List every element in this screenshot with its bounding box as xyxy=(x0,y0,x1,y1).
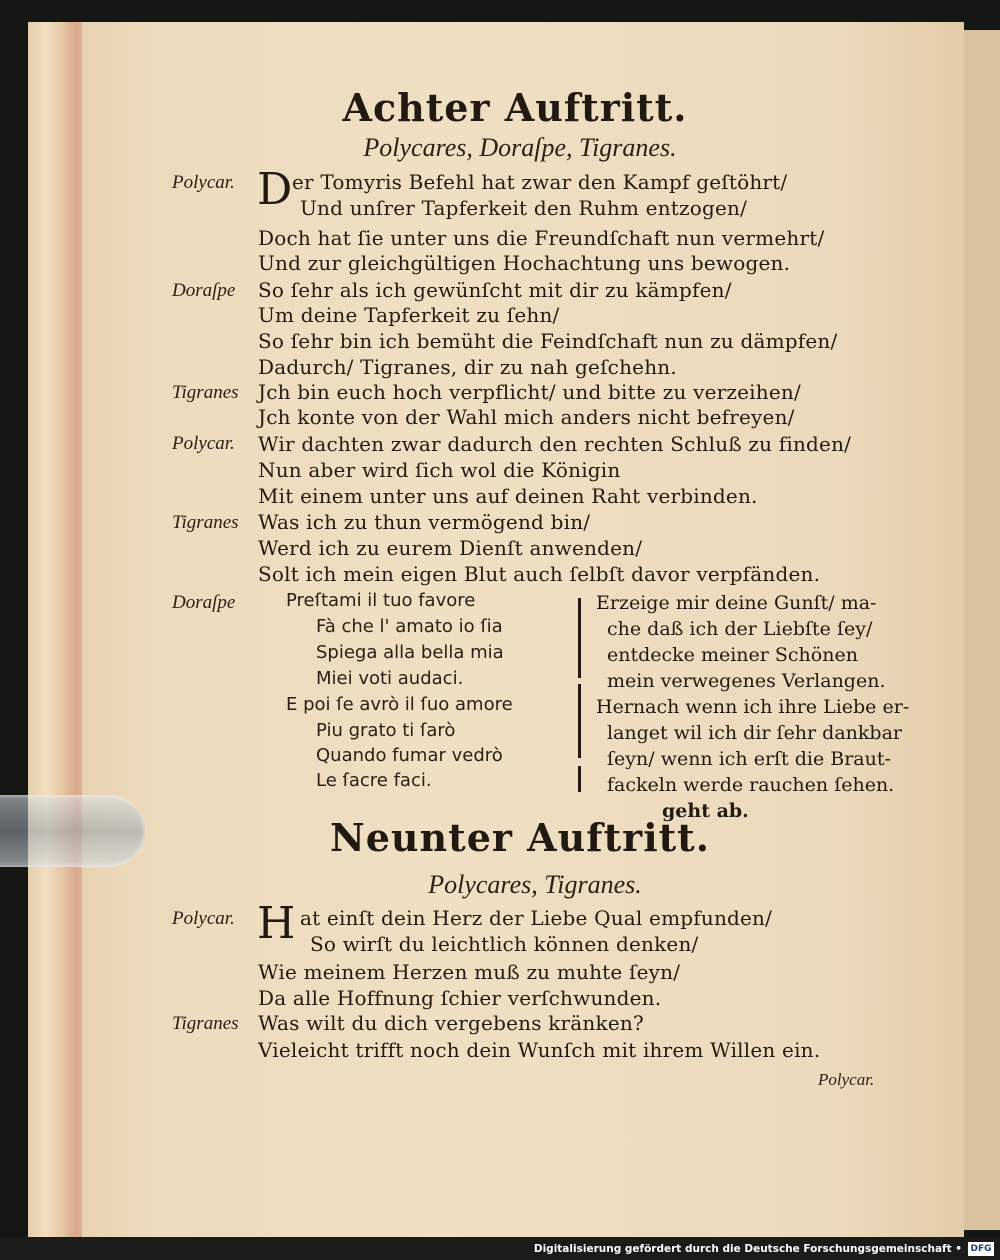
verse-line: So ſehr bin ich bemüht die Feindſchaft nun zu dämpfen/ xyxy=(258,329,838,353)
speaker-label: Polycar. xyxy=(172,433,235,454)
aria-german-line: fackeln werde rauchen ſehen. xyxy=(607,774,895,796)
verse-line: Dadurch/ Tigranes, dir zu nah geſchehn. xyxy=(258,355,677,379)
verse-line: Jch bin euch hoch verpflicht/ und bitte zu verzeihen/ xyxy=(258,380,801,404)
drop-cap: D xyxy=(257,164,293,215)
speaker-label: Tigranes xyxy=(172,512,239,533)
verse-line: er Tomyris Befehl hat zwar den Kampf geſtöhrt/ xyxy=(292,170,788,194)
aria-german-line: entdecke meiner Schönen xyxy=(607,644,858,666)
verse-line: Vieleicht trifft noch dein Wunſch mit ihrem Willen ein. xyxy=(258,1038,821,1062)
verse-line: Nun aber wird ſich wol die Königin xyxy=(258,458,621,482)
verse-line: Was wilt du dich vergebens kränken? xyxy=(258,1011,644,1035)
aria-italian-line: Spiega alla bella mia xyxy=(316,642,504,663)
verse-line: Da alle Hoffnung ſchier verſchwunden. xyxy=(258,986,662,1010)
verse-line: Wir dachten zwar dadurch den rechten Schluß zu finden/ xyxy=(258,432,852,456)
aria-italian-line: Piu grato ti ſarò xyxy=(316,720,456,741)
character-list-8: Polycares, Doraſpe, Tigranes. xyxy=(363,133,677,162)
aria-german-line: che daß ich der Liebſte ſey/ xyxy=(607,618,873,640)
aria-italian-line: Le ſacre faci. xyxy=(316,770,432,791)
aria-german-line: Erzeige mir deine Gunſt/ ma- xyxy=(596,592,877,614)
column-divider xyxy=(578,598,581,678)
verse-line: Solt ich mein eigen Blut auch ſelbſt davor verpfänden. xyxy=(258,562,821,586)
aria-german-line: Hernach wenn ich ihre Liebe er- xyxy=(596,696,910,718)
stage-direction: geht ab. xyxy=(662,800,749,822)
scanner-clip xyxy=(0,795,145,867)
character-list-9: Polycares, Tigranes. xyxy=(428,870,642,899)
act-heading-8: Achter Auftritt. xyxy=(342,85,688,130)
speaker-label: Tigranes xyxy=(172,1013,239,1034)
verse-line: Mit einem unter uns auf deinen Raht verbinden. xyxy=(258,484,758,508)
aria-italian-line: Quando fumar vedrò xyxy=(316,745,503,766)
speaker-label: Polycar. xyxy=(172,908,235,929)
verse-line: So ſehr als ich gewünſcht mit dir zu kämpfen/ xyxy=(258,278,732,302)
catchword: Polycar. xyxy=(818,1070,875,1089)
verse-line: Doch hat ſie unter uns die Freundſchaft nun vermehrt/ xyxy=(258,226,825,250)
verse-line: Was ich zu thun vermögend bin/ xyxy=(258,510,591,534)
verse-line: Wie meinem Herzen muß zu muhte ſeyn/ xyxy=(258,960,681,984)
act-heading-9: Neunter Auftritt. xyxy=(330,815,710,860)
verse-line: Und unſrer Tapferkeit den Ruhm entzogen/ xyxy=(300,196,748,220)
funding-notice: Digitalisierung gefördert durch die Deutsche Forschungsgemeinschaft • xyxy=(533,1243,962,1255)
column-divider xyxy=(578,684,581,758)
speaker-label: Polycar. xyxy=(172,172,235,193)
verse-line: Jch konte von der Wahl mich anders nicht befreyen/ xyxy=(258,405,795,429)
speaker-label: Doraſpe xyxy=(172,592,236,613)
aria-italian-line: Fà che l' amato io ſia xyxy=(316,616,503,637)
column-divider xyxy=(578,766,581,792)
aria-italian-line: Preſtami il tuo favore xyxy=(286,590,476,611)
verse-line: So wirſt du leichtlich können denken/ xyxy=(310,932,699,956)
page-edge-stack xyxy=(28,22,88,1237)
verse-line: at einſt dein Herz der Liebe Qual empfunden/ xyxy=(300,906,773,930)
speaker-label: Tigranes xyxy=(172,382,239,403)
aria-german-line: mein verwegenes Verlangen. xyxy=(607,670,886,692)
aria-german-line: langet wil ich dir ſehr dankbar xyxy=(607,722,902,744)
verse-line: Um deine Tapferkeit zu ſehn/ xyxy=(258,303,560,327)
aria-italian-line: E poi ſe avrò il ſuo amore xyxy=(286,694,513,715)
aria-german-line: ſeyn/ wenn ich erſt die Braut- xyxy=(607,748,891,770)
dfg-logo-icon: DFG xyxy=(968,1242,994,1256)
speaker-label: Doraſpe xyxy=(172,280,236,301)
verse-line: Und zur gleichgültigen Hochachtung uns bewogen. xyxy=(258,251,791,275)
aria-italian-line: Miei voti audaci. xyxy=(316,668,464,689)
drop-cap: H xyxy=(257,898,296,949)
verse-line: Werd ich zu eurem Dienſt anwenden/ xyxy=(258,536,643,560)
